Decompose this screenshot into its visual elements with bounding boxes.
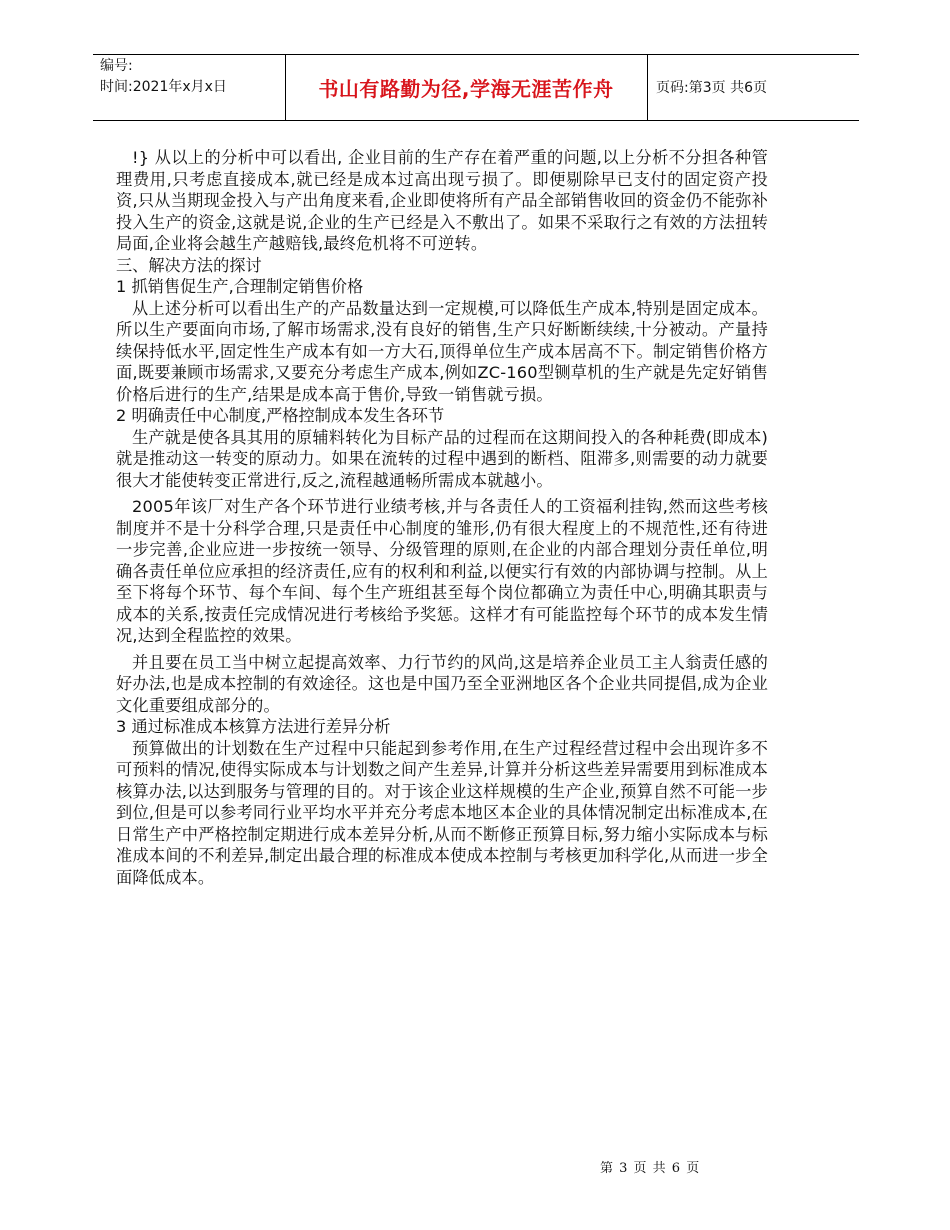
paragraph-analysis: !} 从以上的分析中可以看出, 企业目前的生产存在着严重的问题,以上分析不分担各种管理费用,只考虑直接成本,就已经是成本过高出现亏损了。即便剔除早已支付的固定资产投资,只从当期现金投入与产出角度来看,企业即使将所有产品全部销售收回的资金仍不能弥补投入生产的资金,这就是说,企业的生产已经是入不敷出了。如果不采取行之有效的方法扭转局面,企业将会越生产越赔钱,最终危机将不可逆转。 bbox=[116, 148, 768, 253]
header-page-info: 页码:第3页 共6页 bbox=[656, 80, 767, 96]
paragraph-culture: 并且要在员工当中树立起提高效率、力行节约的风尚,这是培养企业员工主人翁责任感的好办法,也是成本控制的有效途径。这也是中国乃至全亚洲地区各个企业共同提倡,成为企业文化重要组成部分的。 bbox=[116, 652, 768, 715]
header-meta bbox=[100, 56, 227, 98]
page-footer: 第 3 页 共 6 页 bbox=[600, 1161, 701, 1176]
document-body bbox=[116, 147, 768, 888]
header-bottom-rule bbox=[93, 120, 859, 121]
doc-time-label: 时间:2021年x月x日 bbox=[100, 79, 227, 95]
header-divider-right bbox=[647, 54, 648, 121]
subheading-3: 3 通过标准成本核算方法进行差异分析 bbox=[116, 717, 391, 736]
paragraph-assessment: 2005年该厂对生产各个环节进行业绩考核,并与各责任人的工资福利挂钩,然而这些考核制度并不是十分科学合理,只是责任中心制度的雏形,仍有很大程度上的不规范性,还有待进一步完善,企业应进一步按统一领导、分级管理的原则,在企业的内部合理划分责任单位,明确各责任单位应承担的经济责任,应有的权利和利益,以便实行有效的内部协调与控制。从上至下将每个环节、每个车间、每个生产班组甚至每个岗位都确立为责任中心,明确其职责与成本的关系,按责任完成情况进行考核给予奖惩。这样才有可能监控每个环节的成本发生情况,达到全程监控的效果。 bbox=[116, 497, 768, 645]
section-heading-3: 三、解决方法的探讨 bbox=[116, 255, 262, 275]
doc-code-label: 编号: bbox=[100, 58, 133, 74]
paragraph-sales: 从上述分析可以看出生产的产品数量达到一定规模,可以降低生产成本,特别是固定成本。所以生产要面向市场,了解市场需求,没有良好的销售,生产只好断断续续,十分被动。产量持续保持低水平,固定性生产成本有如一方大石,顶得单位生产成本居高不下。制定销售价格方面,既要兼顾市场需求,又要充分考虑生产成本,例如ZC-160型铡草机的生产就是先定好销售价格后进行的生产,结果是成本高于售价,导致一销售就亏损。 bbox=[116, 298, 768, 404]
paragraph-standard-cost: 预算做出的计划数在生产过程中只能起到参考作用,在生产过程经营过程中会出现许多不可预料的情况,使得实际成本与计划数之间产生差异,计算并分析这些差异需要用到标准成本核算办法,以达到服务与管理的目的。对于该企业这样规模的生产企业,预算自然不可能一步到位,但是可以参考同行业平均水平并充分考虑本地区本企业的具体情况制定出标准成本,在日常生产中严格控制定期进行成本差异分析,从而不断修正预算目标,努力缩小实际成本与标准成本间的不利差异,制定出最合理的标准成本使成本控制与考核更加科学化,从而进一步全面降低成本。 bbox=[116, 738, 768, 887]
header-motto: 书山有路勤为径,学海无涯苦作舟 bbox=[318, 76, 614, 101]
paragraph-production: 生产就是使各具其用的原辅料转化为目标产品的过程而在这期间投入的各种耗费(即成本)就是推动这一转变的原动力。如果在流转的过程中遇到的断档、阻滞多,则需要的动力就要很大才能使转变正常进行,反之,流程越通畅所需成本就越小。 bbox=[116, 427, 768, 490]
subheading-2: 2 明确责任中心制度,严格控制成本发生各环节 bbox=[116, 406, 445, 425]
subheading-1: 1 抓销售促生产,合理制定销售价格 bbox=[116, 277, 364, 296]
